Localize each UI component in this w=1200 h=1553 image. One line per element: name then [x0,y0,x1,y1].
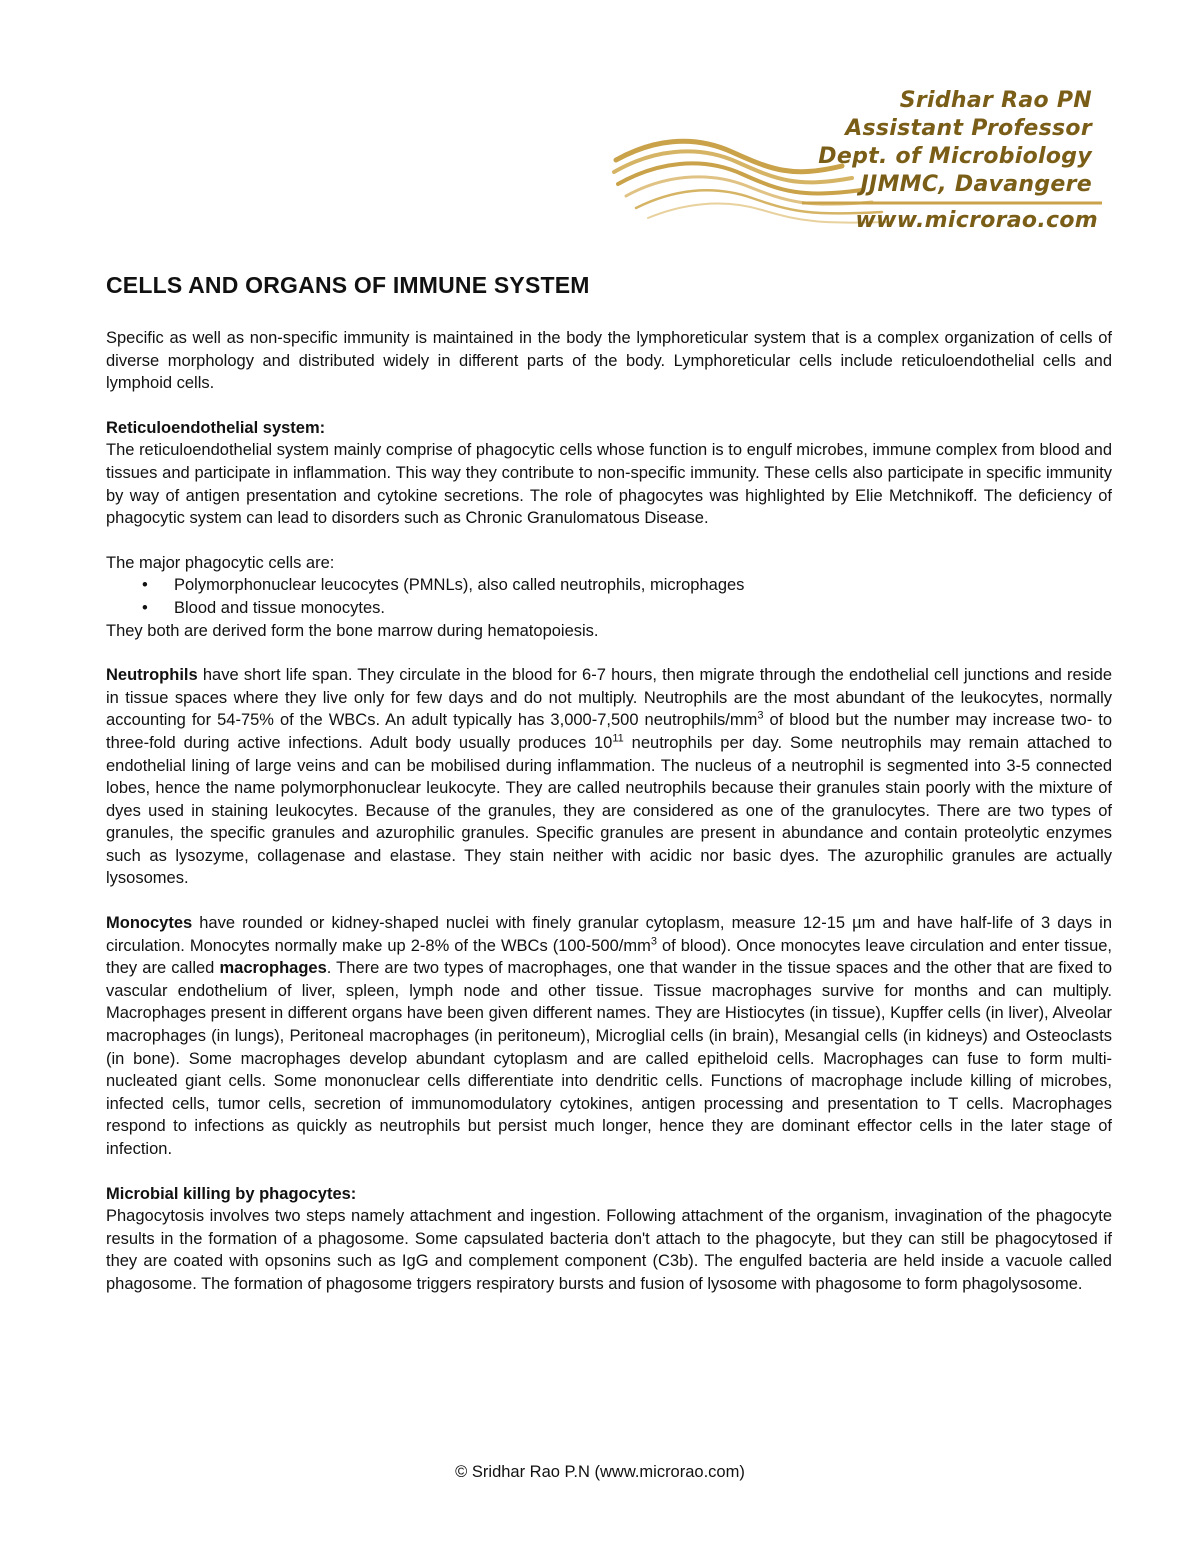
list-item [142,574,1112,597]
list-item [142,597,1112,620]
killing-paragraph: Phagocytosis involves two steps namely attachment and ingestion. Following attachment of the organism, invagination of the phagocyte results in the formation of a phagosome. Some capsulated bacteria don't attach to the phagocyte, but they can still be phagocytosed if they are coated with opsonins such as IgG and complement component (C3b). The engulfed bacteria are held inside a vacuole called phagosome. The formation of phagosome triggers respiratory bursts and fusion of lysosome with phagosome to form phagolysosome. [106,1207,1112,1293]
superscript: 11 [612,732,624,745]
neutrophils-text-1: have short life span. They circulate in the blood for 6-7 hours, then migrate through the endothelial cell junctions and reside in tissue spaces where they live only for few days and do not multiply. Neutrophils are the most abundant of the leukocytes, normally accounting for 54-75% of the WBCs. An adult typically has 3,000-7,500 neutrophils/mm [106,666,1112,730]
page-footer: © Sridhar Rao P.N (www.microrao.com) [455,1463,745,1481]
author-department: Dept. of Microbiology [818,144,1092,169]
monocytes-term: Monocytes [106,914,193,933]
bullet-icon: • [142,598,148,617]
document-body [106,272,1112,1296]
monocytes-text-2: of blood). Once monocytes leave circulation and enter tissue, they are called [106,936,1113,978]
author-title: Assistant Professor [845,116,1092,141]
res-heading: Reticuloendothelial system: [106,418,326,437]
monocytes-text-1: have rounded or kidney-shaped nuclei with finely granular cytoplasm, measure 12-15 µm and have half-life of 3 days in circulation. Monocytes normally make up 2-8% of the WBCs (100-500/mm [106,914,1112,955]
author-institution: JJMMC, Davangere [860,172,1092,197]
list-item-text: Polymorphonuclear leucocytes (PMNLs), also called neutrophils, microphages [174,576,745,595]
major-lead: The major phagocytic cells are: [106,553,335,572]
monocytes-paragraph [106,912,1112,1161]
superscript: 3 [757,709,764,722]
macrophages-term: macrophages [219,959,327,978]
author-name: Sridhar Rao PN [899,88,1092,113]
phagocyte-list [106,574,1112,619]
neutrophils-text-2: of blood but the number may increase two- to three-fold during active infections. Adult body usually produces 10 [106,711,1112,752]
document-title: CELLS AND ORGANS OF IMMUNE SYSTEM [106,272,590,298]
neutrophils-paragraph [106,664,1112,890]
list-item-text: Blood and tissue monocytes. [174,598,385,617]
letterhead [612,82,1112,242]
intro-paragraph: Specific as well as non-specific immunity is maintained in the body the lymphoreticular system that is a complex organization of cells of diverse morphology and distributed widely in different parts of the body. Lymphoreticular cells include reticuloendothelial cells and lymphoid cells. [106,329,1112,393]
neutrophils-text-3: neutrophils per day. Some neutrophils may remain attached to endothelial lining of large veins and can be mobilised during inflammation. The nucleus of a neutrophil is segmented into 3-5 connected lobes, hence the name polymorphonuclear leukocyte. They are called neutrophils because their granules stain poorly with the mixture of dyes used in staining leukocytes. Because of the granules, they are considered as one of the granulocytes. There are two types of granules, the specific granules and azurophilic granules. Specific granules are present in abundance and contain proteolytic enzymes such as lysozyme, collagenase and elastase. They stain neither with acidic nor basic dyes. The azurophilic granules are actually lysosomes. [106,733,1112,888]
superscript: 3 [650,935,657,948]
header-website-link[interactable]: www.microrao.com [855,208,1098,233]
neutrophils-term: Neutrophils [106,666,198,685]
major-tail: They both are derived form the bone marrow during hematopoiesis. [106,621,599,640]
monocytes-text-3: . There are two types of macrophages, one that wander in the tissue spaces and the other that are fixed to vascular endothelium of liver, spleen, lymph node and other tissue. Tissue macrophages survive for months and can multiply. Macrophages present in different organs have been given different names. They are Histiocytes (in tissue), Kupffer cells (in liver), Alveolar macrophages (in lungs), Peritoneal macrophages (in peritoneum), Microglial cells (in brain), Mesangial cells (in kidneys) and Osteoclasts (in bone). Some macrophages develop abundant cytoplasm and are called epitheloid cells. Macrophages can fuse to form multi-nucleated giant cells. Some mononuclear cells differentiate into dendritic cells. Functions of macrophage include killing of microbes, infected cells, tumor cells, secretion of immunomodulatory cytokines, antigen processing and presentation to T cells. Macrophages respond to infections as quickly as neutrophils but persist much longer, hence they are dominant effector cells in the later stage of infection. [106,959,1112,1158]
bullet-icon: • [142,576,148,595]
killing-heading: Microbial killing by phagocytes: [106,1184,357,1203]
res-paragraph: The reticuloendothelial system mainly comprise of phagocytic cells whose function is to engulf microbes, immune complex from blood and tissues and participate in inflammation. This way they contribute to non-specific immunity. These cells also participate in specific immunity by way of antigen presentation and cytokine secretions. The role of phagocytes was highlighted by Elie Metchnikoff. The deficiency of phagocytic system can lead to disorders such as Chronic Granulomatous Disease. [106,441,1112,528]
